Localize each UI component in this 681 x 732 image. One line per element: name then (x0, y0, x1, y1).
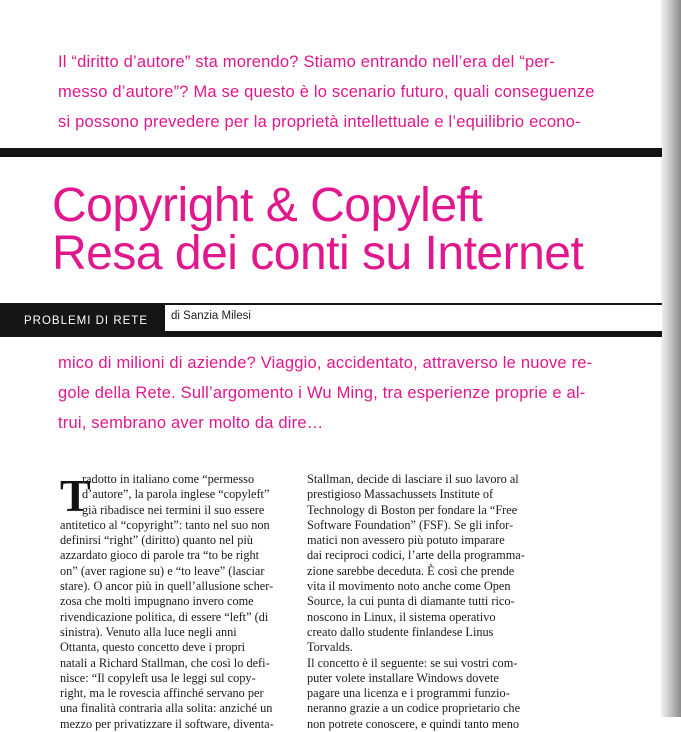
text-line: Torvalds. (307, 640, 353, 655)
text-line: vita il movimento noto anche come Open (307, 579, 511, 594)
text-line: Technology di Boston per fondare la “Free (307, 502, 518, 517)
intro-line: messo d’autore”? Ma se questo è lo scenario futuro, quali conseguenze (58, 83, 595, 101)
byline: di Sanzia Milesi (171, 310, 251, 322)
text-line: puter volete installare Windows dovete (307, 670, 499, 685)
text-line: rivendicazione politica, di essere “left” (di (60, 609, 269, 624)
text-line: prestigioso Massachussets Institute of (307, 487, 494, 502)
text-line: zione sarebbe deceduta. È così che prende (307, 563, 515, 578)
text-line: d’autore”, la parola inglese “copyleft” (82, 487, 270, 502)
intro-line: trui, sembrano aver molto da dire… (58, 414, 324, 432)
text-line: neranno grazie a un codice proprietario che (307, 701, 521, 716)
intro-line: Il “diritto d’autore” sta morendo? Stiamo entrando nell’era del “per- (58, 53, 556, 71)
text-line: pagare una licenza e i programmi funzio- (307, 686, 510, 701)
page-edge-shadow (661, 0, 681, 717)
intro-line: mico di milioni di aziende? Viaggio, accidentato, attraverso le nuove re- (58, 354, 593, 372)
divider-band (0, 148, 662, 157)
drop-cap: T (60, 470, 91, 521)
text-line: zosa che molti impugnano invero come (60, 594, 254, 609)
text-line: matici non avessero più potuto imparare (307, 533, 505, 548)
headline-line-2: Resa dei conti su Internet (52, 227, 584, 280)
intro-line: si possono prevedere per la proprietà intellettuale e l’equilibrio econo- (58, 113, 581, 131)
byline-box (165, 305, 662, 331)
text-line: right, ma le rovescia affinché servano per (60, 686, 264, 701)
section-label: PROBLEMI DI RETE (24, 315, 148, 327)
text-line: antitetico al “copyright”: tanto nel suo non (60, 517, 270, 532)
text-line: Il concetto è il seguente: se sui vostri com- (307, 655, 518, 670)
text-line: on” (aver ragione su) e “to leave” (lasciar (60, 563, 265, 578)
text-line: Source, la cui punta di diamante tutti rico- (307, 594, 515, 609)
headline-line-1: Copyright & Copyleft (52, 179, 483, 232)
text-line: sinistra). Venuto alla luce negli anni (60, 624, 237, 639)
text-line: stare). O ancor più in quell’allusione scher- (60, 579, 274, 594)
text-line: già ribadisce nei termini il suo essere (82, 502, 265, 517)
text-line: Ottanta, questo concetto deve i propri (60, 640, 246, 655)
text-line: radotto in italiano come “permesso (82, 472, 255, 486)
text-line: natali a Richard Stallman, che così lo defi- (60, 655, 270, 670)
text-line: definirsi “right” (diritto) quanto nel più (60, 533, 253, 548)
text-line: nisce: “Il copyleft usa le leggi sul copy- (60, 670, 256, 685)
text-line: non potrete conoscere, e quindi tanto meno (307, 716, 520, 731)
text-line: una finalità contraria alla solita: anziché un (60, 701, 273, 716)
article-column-left (60, 472, 294, 732)
text-line: creato dallo studente finlandese Linus (307, 624, 494, 639)
text-line: noscono in Linux, il sistema operativo (307, 609, 496, 624)
text-line: dai reciproci codici, l’arte della programma- (307, 548, 525, 563)
text-line: mezzo per privatizzare il software, diventa- (60, 716, 274, 731)
text-line: Stallman, decide di lasciare il suo lavoro al (307, 472, 519, 486)
text-line: Software Foundation” (FSF). Se gli infor- (307, 517, 514, 532)
text-line: azzardato gioco di parole tra “to be right (60, 548, 260, 563)
intro-line: gole della Rete. Sull’argomento i Wu Ming, tra esperienze proprie e al- (58, 384, 586, 402)
article-column-right (307, 472, 541, 732)
